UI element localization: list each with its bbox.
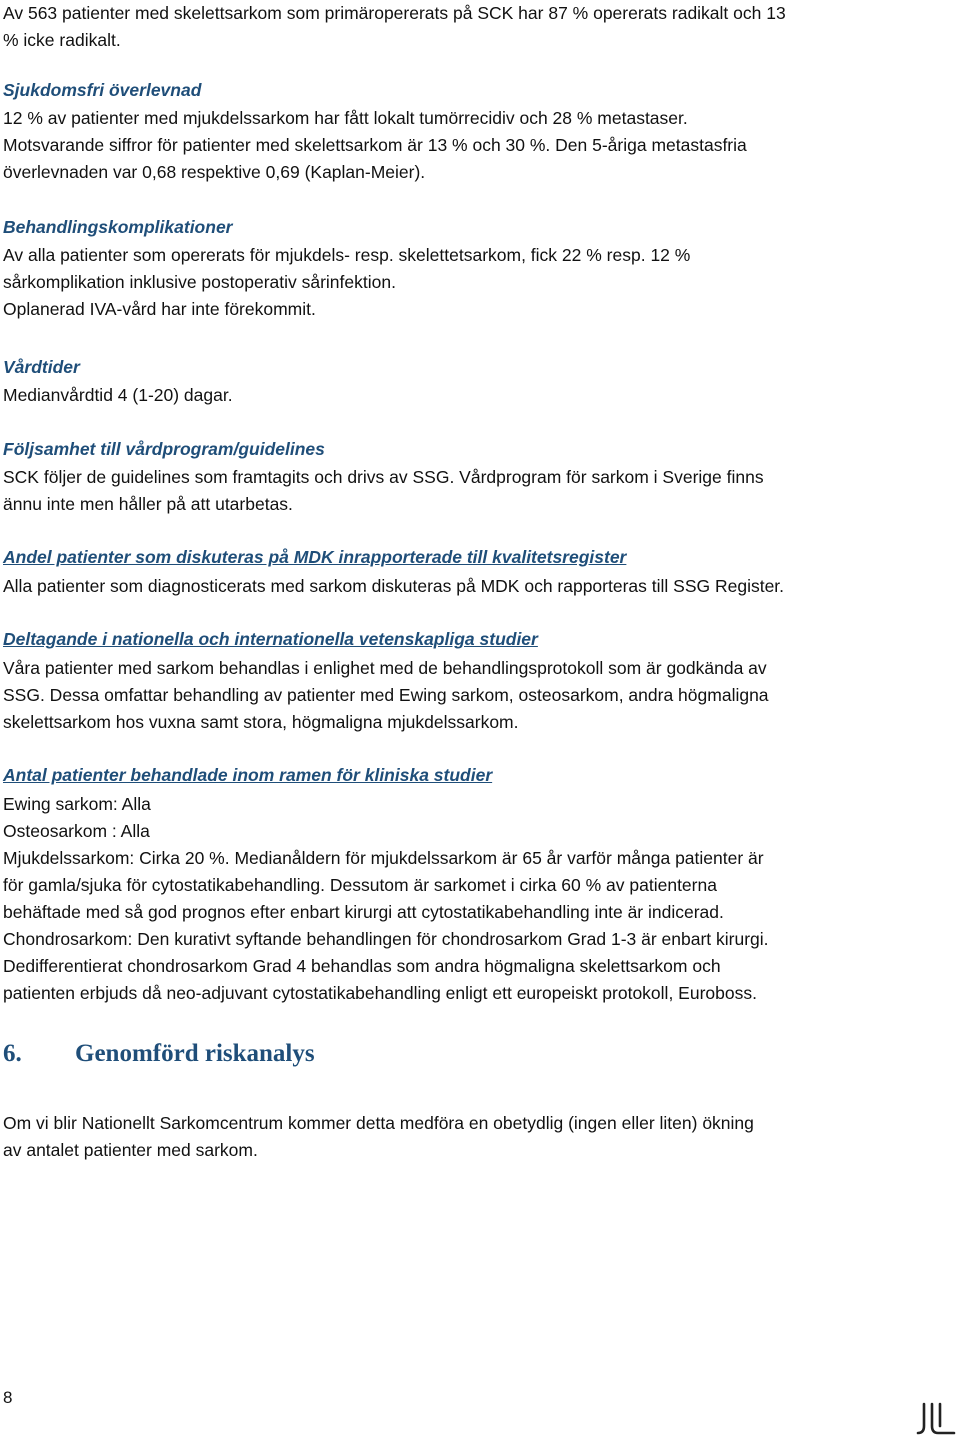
guidelines-line: ännu inte men håller på att utarbetas. xyxy=(3,494,293,514)
section-heading xyxy=(3,1040,315,1068)
intro-line: % icke radikalt. xyxy=(3,30,121,50)
mdk-line: Alla patienter som diagnosticerats med sarkom diskuteras på MDK och rapporteras till SSG Register. xyxy=(3,576,785,596)
trials-line: behäftade med så god prognos efter enbart kirurgi att cytostatikabehandling inte är indicerad. xyxy=(3,902,724,922)
care-times-line: Medianvårdtid 4 (1-20) dagar. xyxy=(3,385,233,405)
risk-line: av antalet patienter med sarkom. xyxy=(3,1140,258,1160)
dfs-line: överlevnaden var 0,68 respektive 0,69 (Kaplan-Meier). xyxy=(3,162,426,182)
heading-guidelines: Följsamhet till vårdprogram/guidelines xyxy=(3,439,325,459)
region-logo-icon xyxy=(916,1402,956,1436)
studies-line: Våra patienter med sarkom behandlas i enlighet med de behandlingsprotokoll som är godkända av xyxy=(3,658,767,678)
complications-line: sårkomplikation inklusive postoperativ sårinfektion. xyxy=(3,272,396,292)
trials-line: Mjukdelssarkom: Cirka 20 %. Medianåldern för mjukdelssarkom är 65 år varför många patienter är xyxy=(3,848,764,868)
trials-line: för gamla/sjuka för cytostatikabehandling. Dessutom är sarkomet i cirka 60 % av patienterna xyxy=(3,875,717,895)
section-number: 6. xyxy=(3,1040,22,1067)
trials-line: Ewing sarkom: Alla xyxy=(3,794,151,814)
intro-line: Av 563 patienter med skelettsarkom som primäropererats på SCK har 87 % opererats radikalt och 13 xyxy=(3,3,786,23)
heading-studies: Deltagande i nationella och internationella vetenskapliga studier xyxy=(3,629,538,649)
trials-line: patienten erbjuds då neo-adjuvant cytostatikabehandling enligt ett europeiskt protokoll, Euroboss. xyxy=(3,983,757,1003)
risk-line: Om vi blir Nationellt Sarkomcentrum kommer detta medföra en obetydlig (ingen eller liten) ökning xyxy=(3,1113,754,1133)
studies-line: skelettsarkom hos vuxna samt stora, högmaligna mjukdelssarkom. xyxy=(3,712,519,732)
heading-clinical-trials: Antal patienter behandlade inom ramen för kliniska studier xyxy=(3,765,493,785)
studies-line: SSG. Dessa omfattar behandling av patienter med Ewing sarkom, osteosarkom, andra högmaligna xyxy=(3,685,769,705)
complications-line: Oplanerad IVA-vård har inte förekommit. xyxy=(3,299,316,319)
page-number: 8 xyxy=(3,1388,13,1407)
trials-line: Chondrosarkom: Den kurativt syftande behandlingen för chondrosarkom Grad 1-3 är enbart kirurgi. xyxy=(3,929,769,949)
dfs-line: Motsvarande siffror för patienter med skelettsarkom är 13 % och 30 %. Den 5-åriga metastasfria xyxy=(3,135,747,155)
guidelines-line: SCK följer de guidelines som framtagits och drivs av SSG. Vårdprogram för sarkom i Sverige finns xyxy=(3,467,764,487)
complications-line: Av alla patienter som opererats för mjukdels- resp. skelettetsarkom, fick 22 % resp. 12 % xyxy=(3,245,691,265)
trials-line: Osteosarkom : Alla xyxy=(3,821,150,841)
heading-mdk: Andel patienter som diskuteras på MDK inrapporterade till kvalitetsregister xyxy=(3,547,627,567)
section-title: Genomförd riskanalys xyxy=(75,1040,315,1067)
heading-complications: Behandlingskomplikationer xyxy=(3,217,233,237)
heading-care-times: Vårdtider xyxy=(3,357,80,377)
trials-line: Dedifferentierat chondrosarkom Grad 4 behandlas som andra högmaligna skelettsarkom och xyxy=(3,956,721,976)
heading-disease-free-survival: Sjukdomsfri överlevnad xyxy=(3,80,202,100)
dfs-line: 12 % av patienter med mjukdelssarkom har fått lokalt tumörrecidiv och 28 % metastaser. xyxy=(3,108,688,128)
